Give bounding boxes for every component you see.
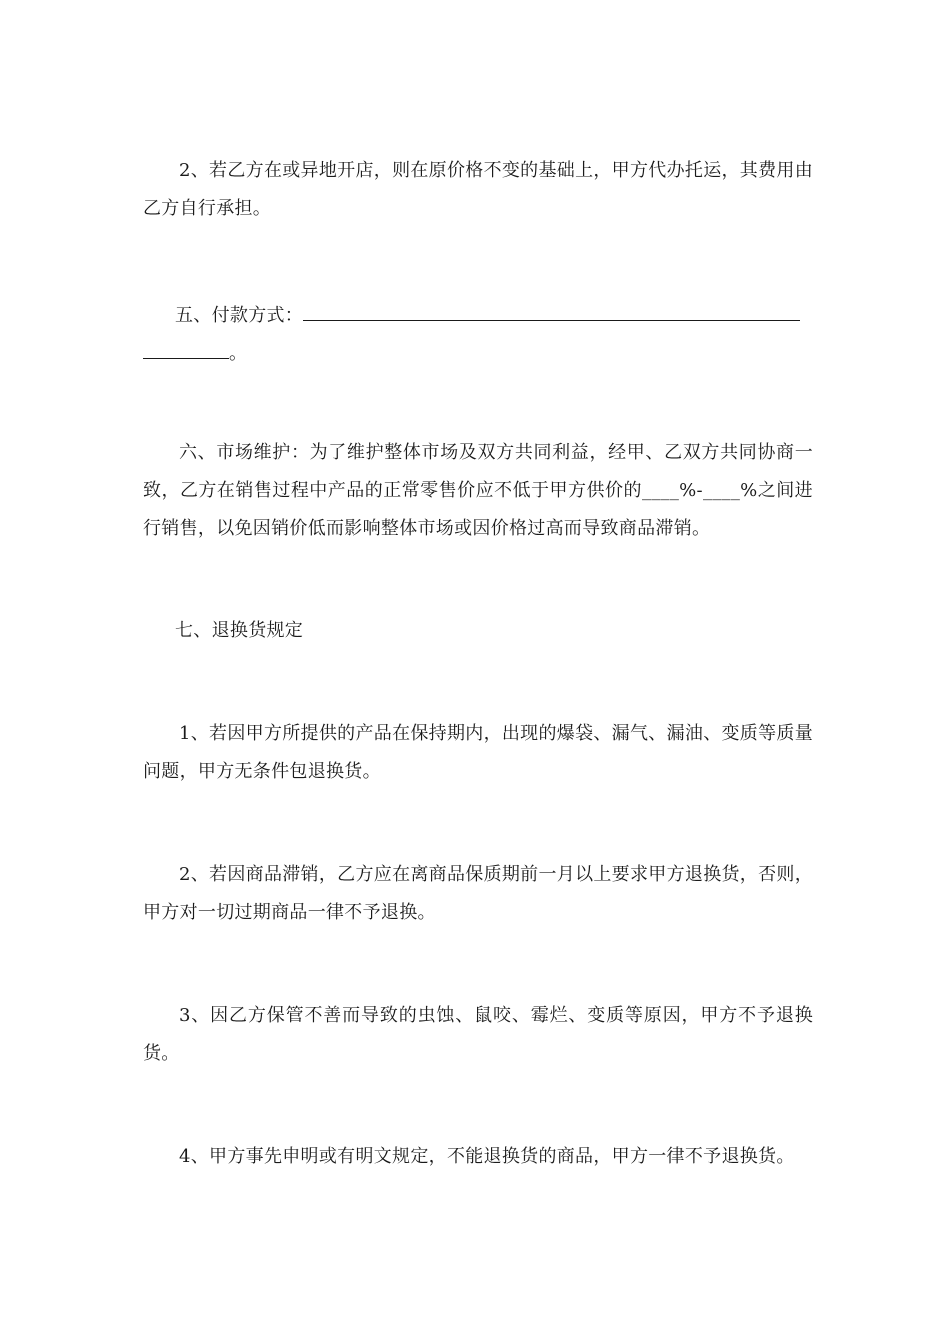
market-text-end: %之间进行销售，以免因销价低而影响整体市场或因价格过高而导致商品滞销。 [143, 480, 813, 539]
payment-end: 。 [229, 343, 248, 364]
clause-payment [175, 297, 800, 335]
market-blank-2: ____ [702, 480, 741, 501]
clause-transport: 2、若乙方在或异地开店，则在原价格不变的基础上，甲方代办托运，其费用由乙方自行承担。 [143, 160, 813, 219]
market-text-start: 六、市场维护：为了维护整体市场及双方共同利益，经甲、乙双方共同协商一致，乙方在销售过程中产品的正常零售价应不低于甲方供价的 [143, 442, 813, 501]
clause-returns-3: 3、因乙方保管不善而导致的虫蚀、鼠咬、霉烂、变质等原因，甲方不予退换货。 [143, 1005, 813, 1064]
clause-returns-4: 4、甲方事先申明或有明文规定，不能退换货的商品，甲方一律不予退换货。 [179, 1146, 795, 1167]
market-blank-1: ____ [641, 480, 680, 501]
payment-label: 五、付款方式： [175, 305, 304, 326]
clause-payment-cont [143, 335, 247, 373]
section-heading-returns: 七、退换货规定 [175, 620, 304, 641]
payment-blank-line-2 [143, 338, 229, 359]
clause-returns-1: 1、若因甲方所提供的产品在保持期内，出现的爆袋、漏气、漏油、变质等质量问题，甲方无条件包退换货。 [143, 723, 813, 782]
payment-blank-line-1 [303, 300, 800, 321]
market-text-mid: %- [679, 480, 703, 501]
clause-returns-2: 2、若因商品滞销，乙方应在离商品保质期前一月以上要求甲方退换货，否则，甲方对一切过期商品一律不予退换。 [143, 864, 813, 923]
clause-market-maintenance [143, 434, 813, 548]
